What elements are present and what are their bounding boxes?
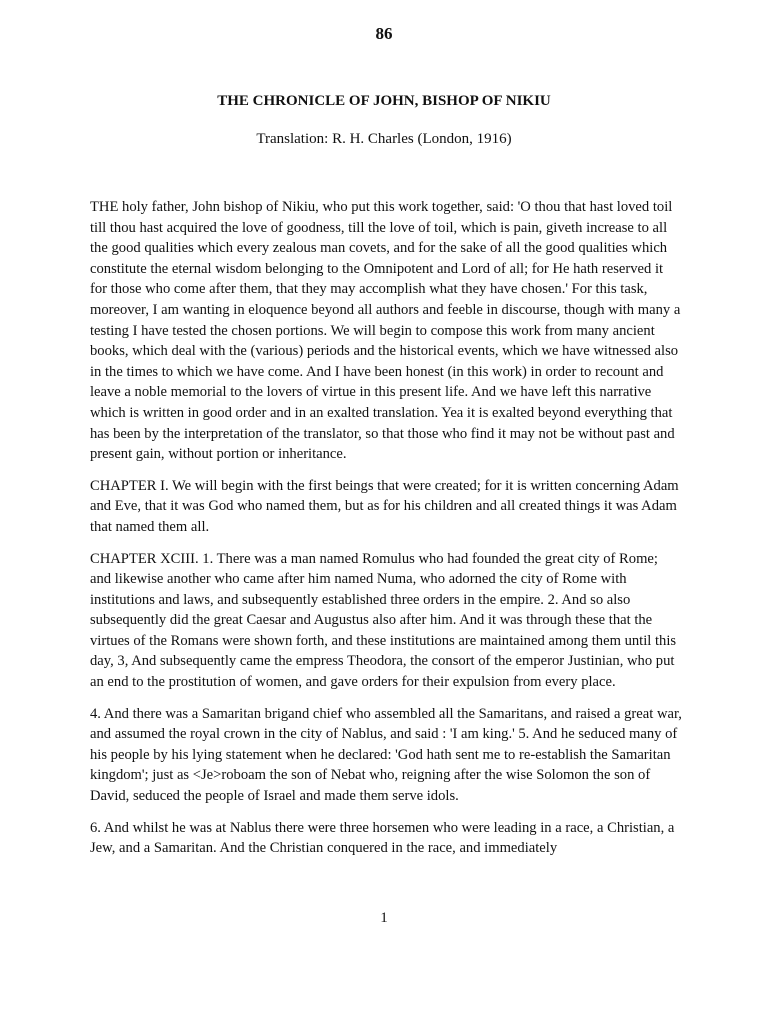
footer-page-number: 1 xyxy=(380,910,388,926)
paragraph-preface: THE holy father, John bishop of Nikiu, who put this work together, said: 'O thou that hast loved toil till thou hast acquired the love of goodness, till the love of toil, which is pain, giveth increase to all the good qualities which every zealous man covets, and for the sake of all the good qualities which constitute the eternal wisdom belonging to the Omnipotent and Lord of all; for He hath reserved it for those who come after them, that they may accomplish what they have chosen.' For this task, moreover, I am wanting in eloquence beyond all authors and feeble in discourse, though with many a testing I have tested the chosen portions. We will begin to compose this work from many ancient books, which deal with the (various) periods and the historical events, which we have witnessed also in the times to which we have come. And I have been honest (in this work) in order to recount and leave a noble memorial to the lovers of virtue in this present life. And we have left this narrative which is written in good order and in an exalted translation. Yea it is exalted beyond everything that has been by the interpretation of the translator, so that those who find it may not be without past and present gain, without portion or inheritance. xyxy=(90,199,681,463)
header-page-number: 86 xyxy=(375,24,393,43)
translation-credit: Translation: R. H. Charles (London, 1916) xyxy=(256,131,512,147)
paragraph-chapter-1: CHAPTER I. We will begin with the first beings that were created; for it is written concerning Adam and Eve, that it was God who named them, but as for his children and all created things it was Adam that named them all. xyxy=(90,477,679,535)
paragraph-samaritan-chief: 4. And there was a Samaritan brigand chief who assembled all the Samaritans, and raised a great war, and assumed the royal crown in the city of Nablus, and said : 'I am king.' 5. And he seduced many of his people by his lying statement when he declared: 'God hath sent me to re-establish the Samaritan kingdom'; just as <Je>roboam the son of Nebat who, reigning after the wise Solomon the son of David, seduced the people of Israel and made them serve idols. xyxy=(90,705,682,805)
document-title: THE CHRONICLE OF JOHN, BISHOP OF NIKIU xyxy=(217,93,551,109)
paragraph-chapter-93: CHAPTER XCIII. 1. There was a man named Romulus who had founded the great city of Rome; and likewise another who came after him named Numa, who adorned the city of Rome with institutions and laws, and subsequently established three orders in the empire. 2. And so also subsequently did the great Caesar and Augustus also after him. And it was through these that the virtues of the Romans were shown forth, and these institutions are maintained among them until this day, 3, And subsequently came the empress Theodora, the consort of the emperor Justinian, who put an end to the prostitution of women, and gave orders for their expulsion from every place. xyxy=(90,550,677,691)
body-text xyxy=(90,197,682,870)
paragraph-horsemen: 6. And whilst he was at Nablus there were three horsemen who were leading in a race, a Christian, a Jew, and a Samaritan. And the Christian conquered in the race, and immediately xyxy=(90,819,675,857)
